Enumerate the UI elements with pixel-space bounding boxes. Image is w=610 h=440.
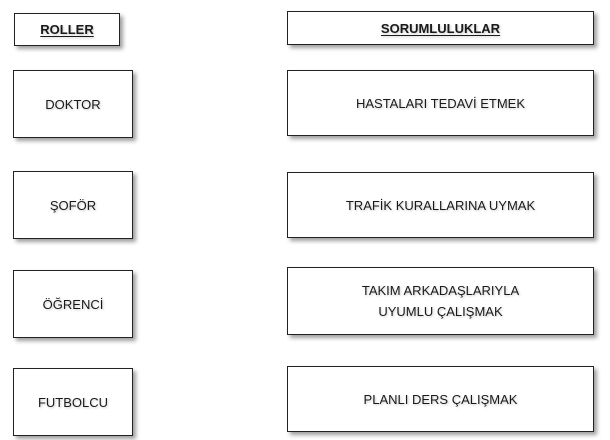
role-label: ŞOFÖR — [49, 197, 97, 213]
role-box-doctor[interactable] — [13, 70, 133, 138]
role-label: FUTBOLCU — [37, 394, 109, 410]
responsibilities-header: SORUMLULUKLAR — [380, 20, 501, 36]
role-label: DOKTOR — [45, 96, 101, 112]
responsibility-label: TAKIM ARKADAŞLARIYLA UYUMLU ÇALIŞMAK — [361, 283, 520, 319]
responsibility-label: TRAFİK KURALLARINA UYMAK — [345, 197, 536, 213]
responsibility-box-study[interactable] — [287, 366, 594, 432]
roles-header: ROLLER — [40, 22, 94, 37]
roles-header-box — [14, 13, 120, 46]
responsibility-box-treat-patients[interactable] — [287, 70, 594, 136]
role-box-student[interactable] — [13, 270, 133, 338]
responsibilities-header-box — [287, 11, 594, 45]
role-label: ÖĞRENCİ — [42, 296, 104, 312]
responsibility-box-teamwork[interactable] — [287, 267, 594, 335]
role-box-footballer[interactable] — [13, 368, 133, 436]
responsibility-box-traffic-rules[interactable] — [287, 172, 594, 238]
responsibility-label: HASTALARI TEDAVİ ETMEK — [355, 95, 526, 111]
role-box-driver[interactable] — [13, 171, 133, 239]
responsibility-label: PLANLI DERS ÇALIŞMAK — [363, 391, 518, 407]
